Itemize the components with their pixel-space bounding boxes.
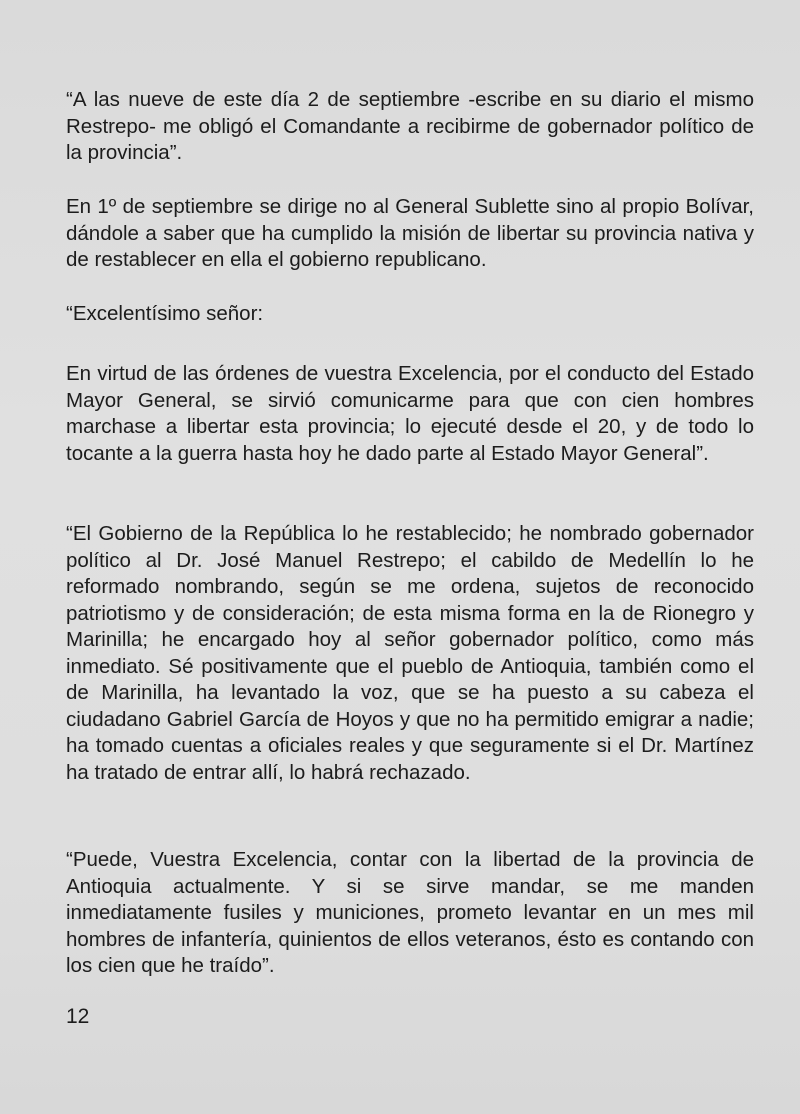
paragraph-request-arms: “Puede, Vuestra Excelencia, contar con la libertad de la provincia de Antioquia actualmente. Y si se sirve mandar, se me manden inmediatamente fusiles y municiones, prometo levantar en un mes mil hombres de infantería, quinientos de ellos veteranos, ésto es contando con los cien que he traído”. <box>66 848 754 977</box>
page-number: 12 <box>66 1005 90 1028</box>
paragraph-salutation: “Excelentísimo señor: <box>66 302 264 325</box>
paragraph-restrepo-diary: “A las nueve de este día 2 de septiembre -escribe en su diario el mismo Restrepo- me obligó el Comandante a recibirme de gobernador político de la provincia”. <box>66 88 754 164</box>
paragraph-orders: En virtud de las órdenes de vuestra Excelencia, por el conducto del Estado Mayor General, se sirvió comunicarme para que con cien hombres marchase a libertar esta provincia; lo ejecuté desde el 20, y de todo lo tocante a la guerra hasta hoy he dado parte al Estado Mayor General”. <box>66 362 754 465</box>
paragraph-letter-to-bolivar: En 1º de septiembre se dirige no al General Sublette sino al propio Bolívar, dándole a saber que ha cumplido la misión de libertar su provincia nativa y de restablecer en ella el gobierno republicano. <box>66 195 754 271</box>
paragraph-government-restored: “El Gobierno de la República lo he restablecido; he nombrado gobernador político al Dr. José Manuel Restrepo; el cabildo de Medellín lo he reformado nombrando, según se me ordena, sujetos de reconocido patriotismo y de consideración; de esta misma forma en la de Rionegro y Marinilla; he encargado hoy al señor gobernador político, como más inmediato. Sé positivamente que el pueblo de Antioquia, también como el de Marinilla, ha levantado la voz, que se ha puesto a su cabeza el ciudadano Gabriel García de Hoyos y que no ha permitido emigrar a nadie; ha tomado cuentas a oficiales reales y que seguramente si el Dr. Martínez ha tratado de entrar allí, lo habrá rechazado. <box>66 522 754 784</box>
